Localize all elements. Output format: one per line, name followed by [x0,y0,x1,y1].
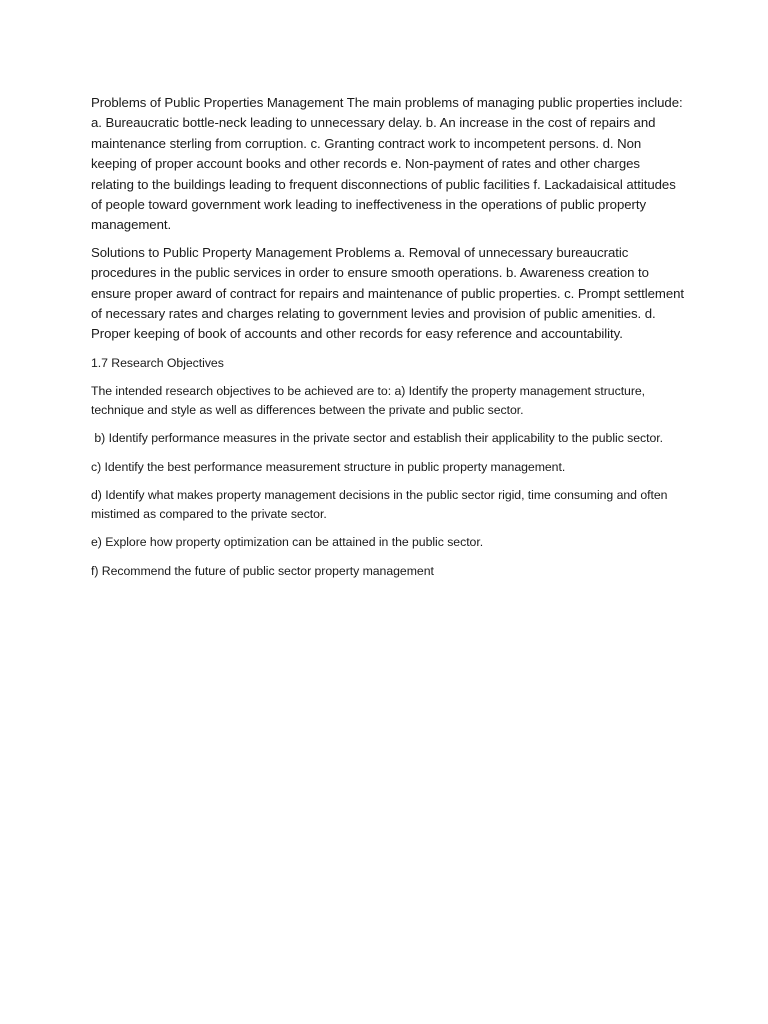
list-item-objective-d: d) Identify what makes property management decisions in the public sector rigid, time consuming and often mistimed as compared to the private sector. [91,487,668,522]
paragraph-solutions: Solutions to Public Property Management Problems a. Removal of unnecessary bureaucratic procedures in the public services in order to ensure smooth operations. b. Awareness creation to ensure proper award of contract for repairs and maintenance of public properties. c. Prompt settlement of necessary rates and charges relating to government levies and provision of public amenities. d. Proper keeping of book of accounts and other records for easy reference and accountability. [91,244,685,342]
list-item-objective-b: b) Identify performance measures in the private sector and establish their applicability to the public sector. [91,431,664,446]
paragraph-objectives-intro: The intended research objectives to be achieved are to: a) Identify the property management structure, technique and style as well as differences between the private and public sector. [91,384,646,418]
section-heading: 1.7 Research Objectives [91,355,224,370]
list-item-objective-e: e) Explore how property optimization can be attained in the public sector. [91,535,484,550]
list-item-objective-f: f) Recommend the future of public sector property management [91,563,434,578]
list-item-objective-c: c) Identify the best performance measurement structure in public property management. [91,459,566,474]
paragraph-problems: Problems of Public Properties Management The main problems of managing public properties include: a. Bureaucratic bottle-neck leading to unnecessary delay. b. An increase in the cost of repairs and maintenance sterling from corruption. c. Granting contract work to incompetent persons. d. Non keeping of proper account books and other records e. Non-payment of rates and other charges relating to the buildings leading to frequent disconnections of public facilities f. Lackadaisical attitudes of people toward government work leading to ineffectiveness in the operations of public property management. [91,95,683,233]
